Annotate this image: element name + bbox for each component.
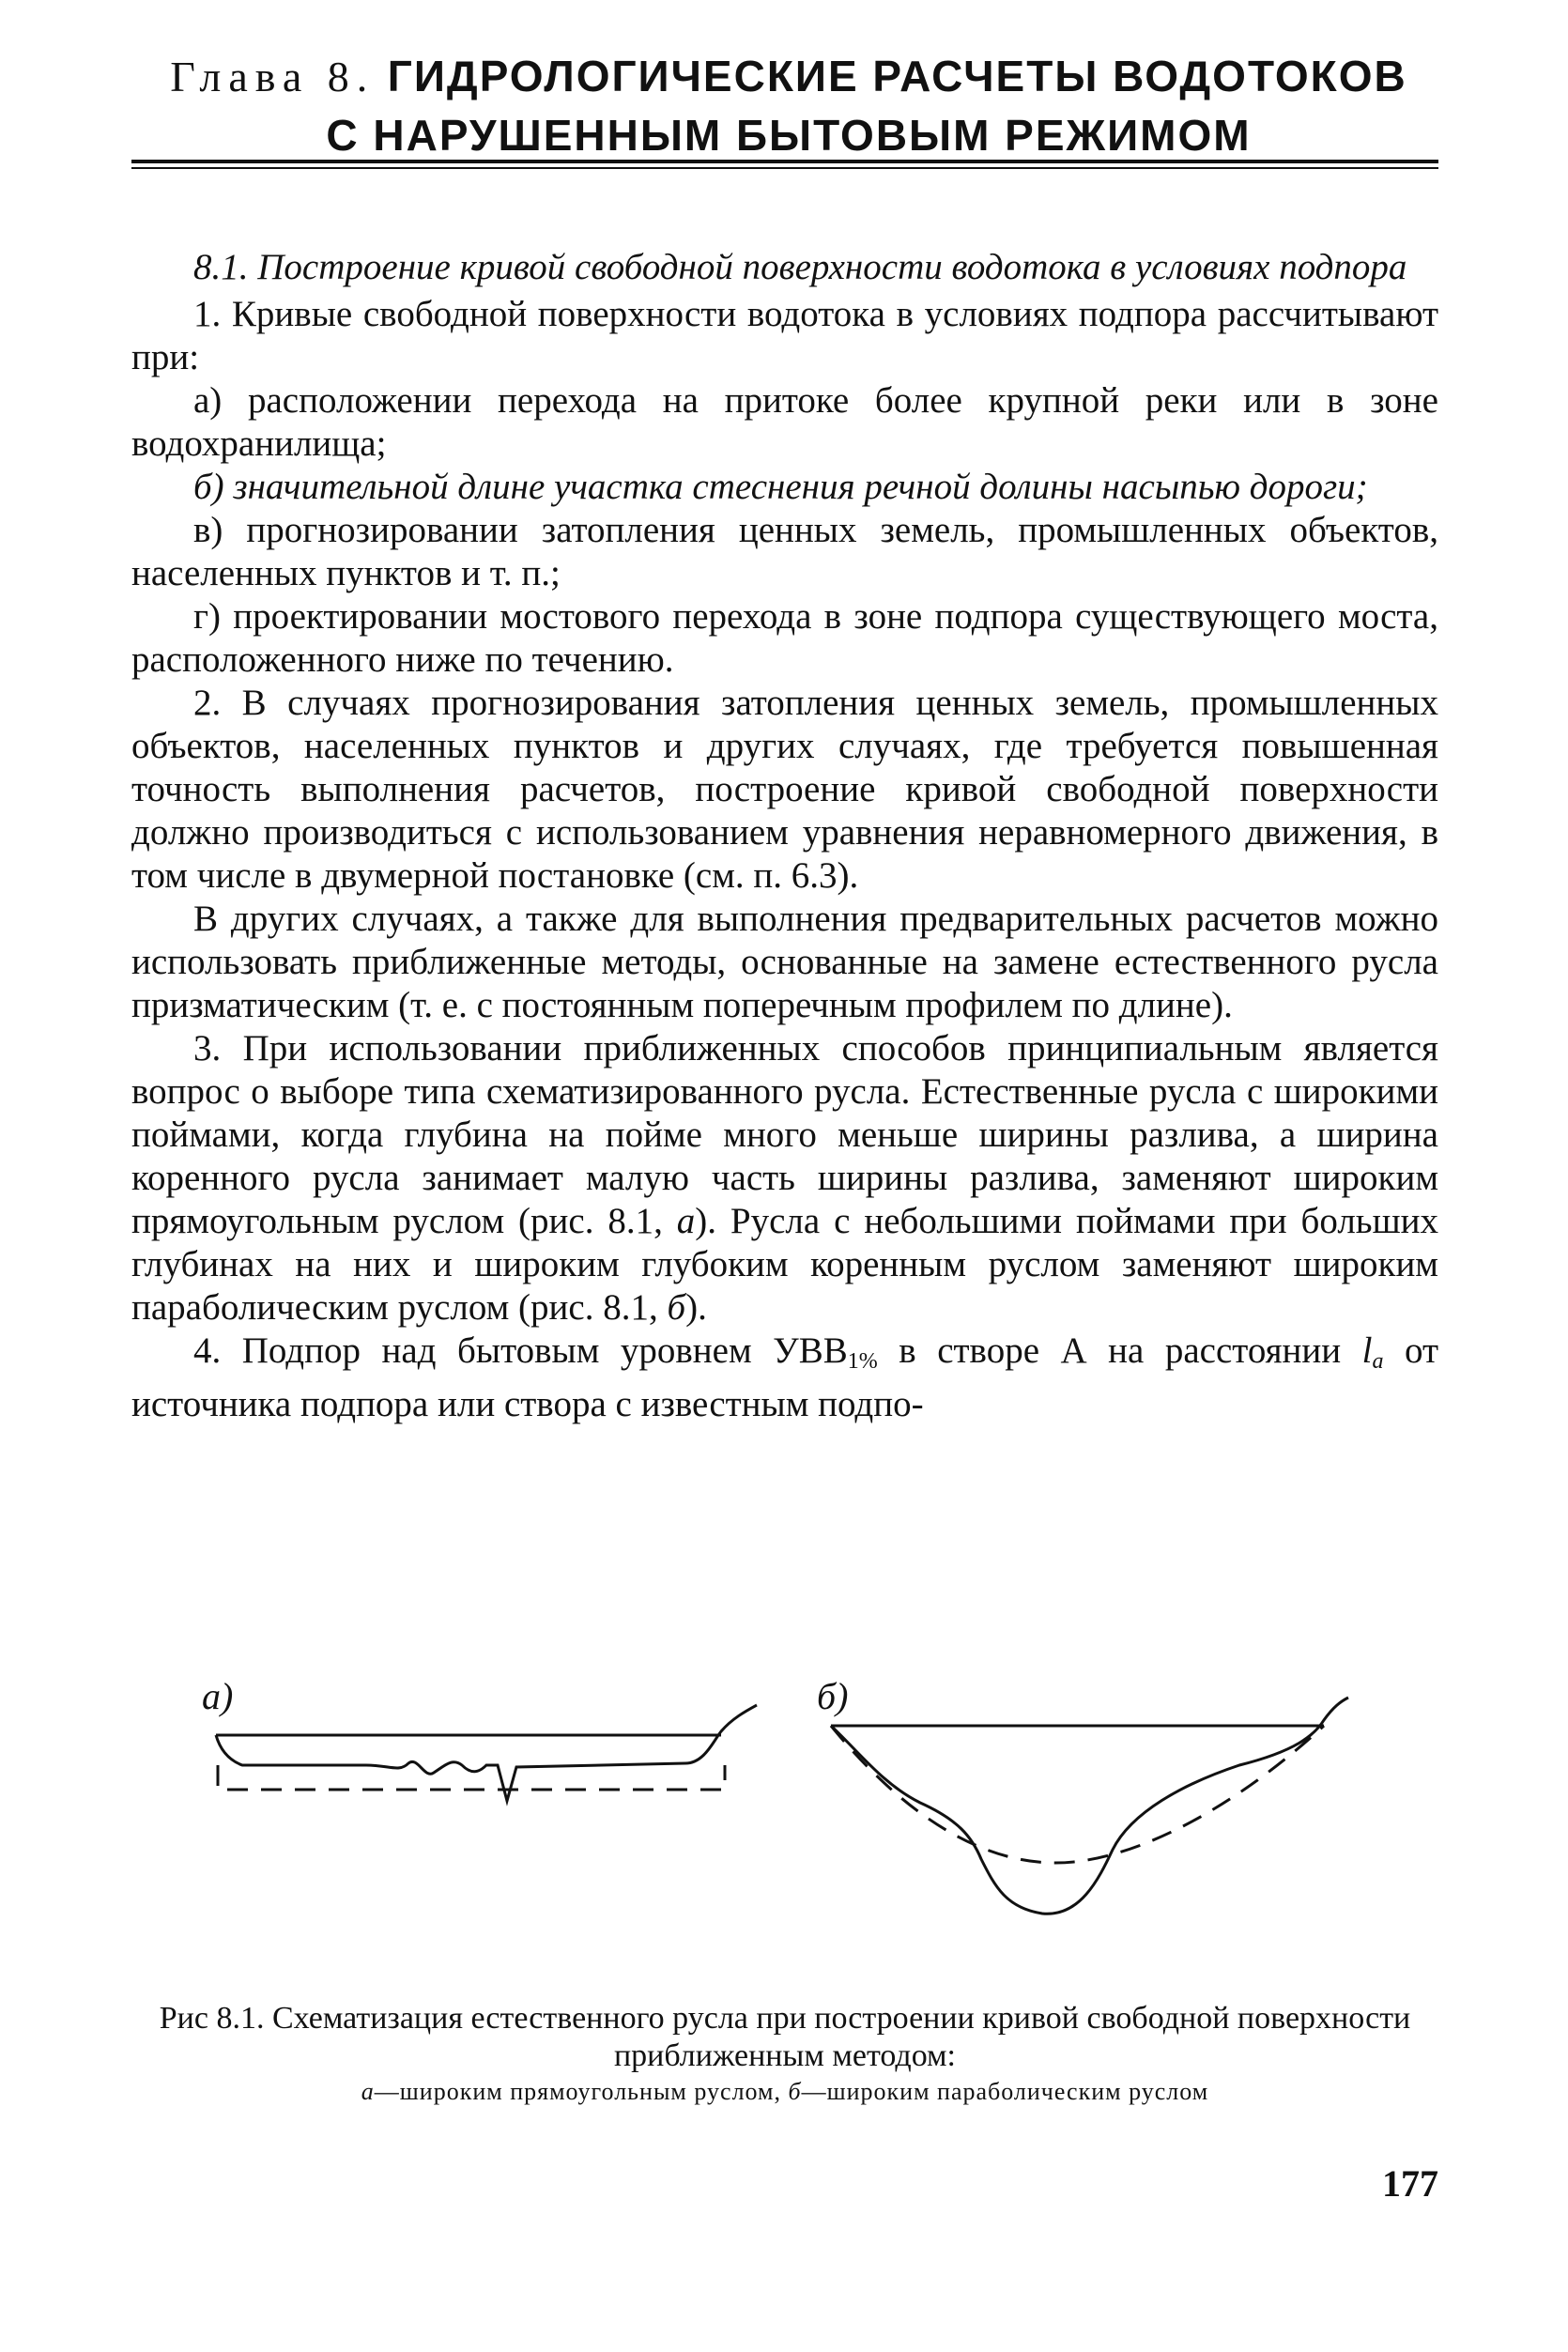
figure-ref-a: а: [676, 1201, 696, 1241]
caption-a-text: —широким прямоугольным руслом,: [374, 2078, 782, 2105]
heading-rule-thick: [131, 160, 1438, 163]
uvv-subscript: 1%: [847, 1349, 878, 1374]
paragraph-4-part2: в створе А на расстоянии: [899, 1330, 1342, 1371]
figure-label-b: б): [817, 1675, 849, 1717]
paragraph-1b-marker: б): [193, 467, 224, 507]
heading-rule-thin: [131, 167, 1438, 169]
page-number: 177: [1382, 2162, 1438, 2205]
panel-a-rectangular-channel: [216, 1705, 757, 1801]
paragraph-4-part3: от источника подпора или створа с известным подпо-: [131, 1330, 1438, 1424]
caption-b-text: —широким параболическим руслом: [801, 2078, 1209, 2105]
chapter-heading-line1: [131, 47, 1446, 106]
paragraph-2: 2. В случаях прогнозирования затопления ценных земель, промышленных объектов, населенных пунктов и других случаях, где требуется повышенная точность выполнения расчетов, построение кривой свободной поверхности должно производиться с использованием уравнения неравномерного движения, в том числе в двумерной постановке (см. п. 6.3).: [131, 683, 1438, 896]
paragraph-3-part2: ). Русла с небольшими поймами при больших глубинах на них и широким глубоким коренным руслом заменяют широким параболическим руслом (рис. 8.1,: [131, 1201, 1438, 1328]
paragraph-3-close: ).: [685, 1287, 707, 1328]
panel-a-dashed-rectangle-bottom: [218, 1765, 725, 1790]
body-text: [131, 246, 1438, 1426]
figure-ref-b: б: [667, 1287, 686, 1328]
paragraph-1b: [131, 466, 1438, 509]
symbol-l-subscript: a: [1372, 1349, 1384, 1374]
panel-a-natural-profile: [216, 1705, 757, 1801]
paragraph-4-part1: 4. Подпор над бытовым уровнем УВВ: [193, 1330, 848, 1371]
paragraph-1d: г) проектировании мостового перехода в зоне подпора существующего моста, расположенного ниже по течению.: [131, 596, 1438, 680]
chapter-heading: [131, 47, 1446, 164]
paragraph-2b: В других случаях, а также для выполнения предварительных расчетов можно использовать приближенные методы, основанные на замене естественного русла призматическим (т. е. с постоянным поперечным профилем по длине).: [131, 899, 1438, 1025]
paragraph-4: [131, 1330, 1438, 1426]
caption-legend: [131, 2075, 1438, 2109]
caption-b-letter: б: [788, 2078, 802, 2105]
chapter-number: Глава 8.: [170, 53, 376, 100]
chapter-title-line2: С НАРУШЕННЫМ БЫТОВЫМ РЕЖИМОМ: [326, 111, 1252, 160]
paragraph-1: 1. Кривые свободной поверхности водотока в условиях подпора рассчитывают при:: [131, 294, 1438, 377]
figure-drawing: [188, 1662, 1427, 1972]
chapter-title-line1: ГИДРОЛОГИЧЕСКИЕ РАСЧЕТЫ ВОДОТОКОВ: [387, 52, 1407, 100]
figure-8-1: [188, 1662, 1427, 1972]
symbol-l: l: [1361, 1330, 1373, 1371]
paragraph-3: [131, 1027, 1438, 1330]
caption-a-letter: а: [361, 2078, 375, 2105]
caption-main: Рис 8.1. Схематизация естественного русла при построении кривой свободной поверхности приближенным методом:: [159, 2001, 1411, 2073]
paragraph-3-lead: 3. При использовании приближенных способов принципиальным является вопрос о выборе типа схематизированного русла.: [131, 1028, 1438, 1112]
paragraph-1c: в) прогнозировании затопления ценных земель, промышленных объектов, населенных пунктов и т. п.;: [131, 510, 1438, 593]
figure-caption: [131, 2000, 1438, 2109]
figure-label-a: а): [202, 1675, 234, 1717]
paragraph-1a: а) расположении перехода на притоке более крупной реки или в зоне водохранилища;: [131, 380, 1438, 464]
section-title: 8.1. Построение кривой свободной поверхности водотока в условиях подпора: [193, 247, 1407, 287]
panel-b-parabolic-channel: [831, 1698, 1348, 1914]
paragraph-3-part1: Естественные русла с широкими поймами, когда глубина на пойме много меньше ширины разлива, а ширина коренного русла занимает малую часть ширины разлива, заменяют широким прямоугольным руслом (рис. 8.1,: [131, 1071, 1438, 1241]
paragraph-1b-text: значительной длине участка стеснения речной долины насыпью дороги;: [233, 467, 1368, 507]
